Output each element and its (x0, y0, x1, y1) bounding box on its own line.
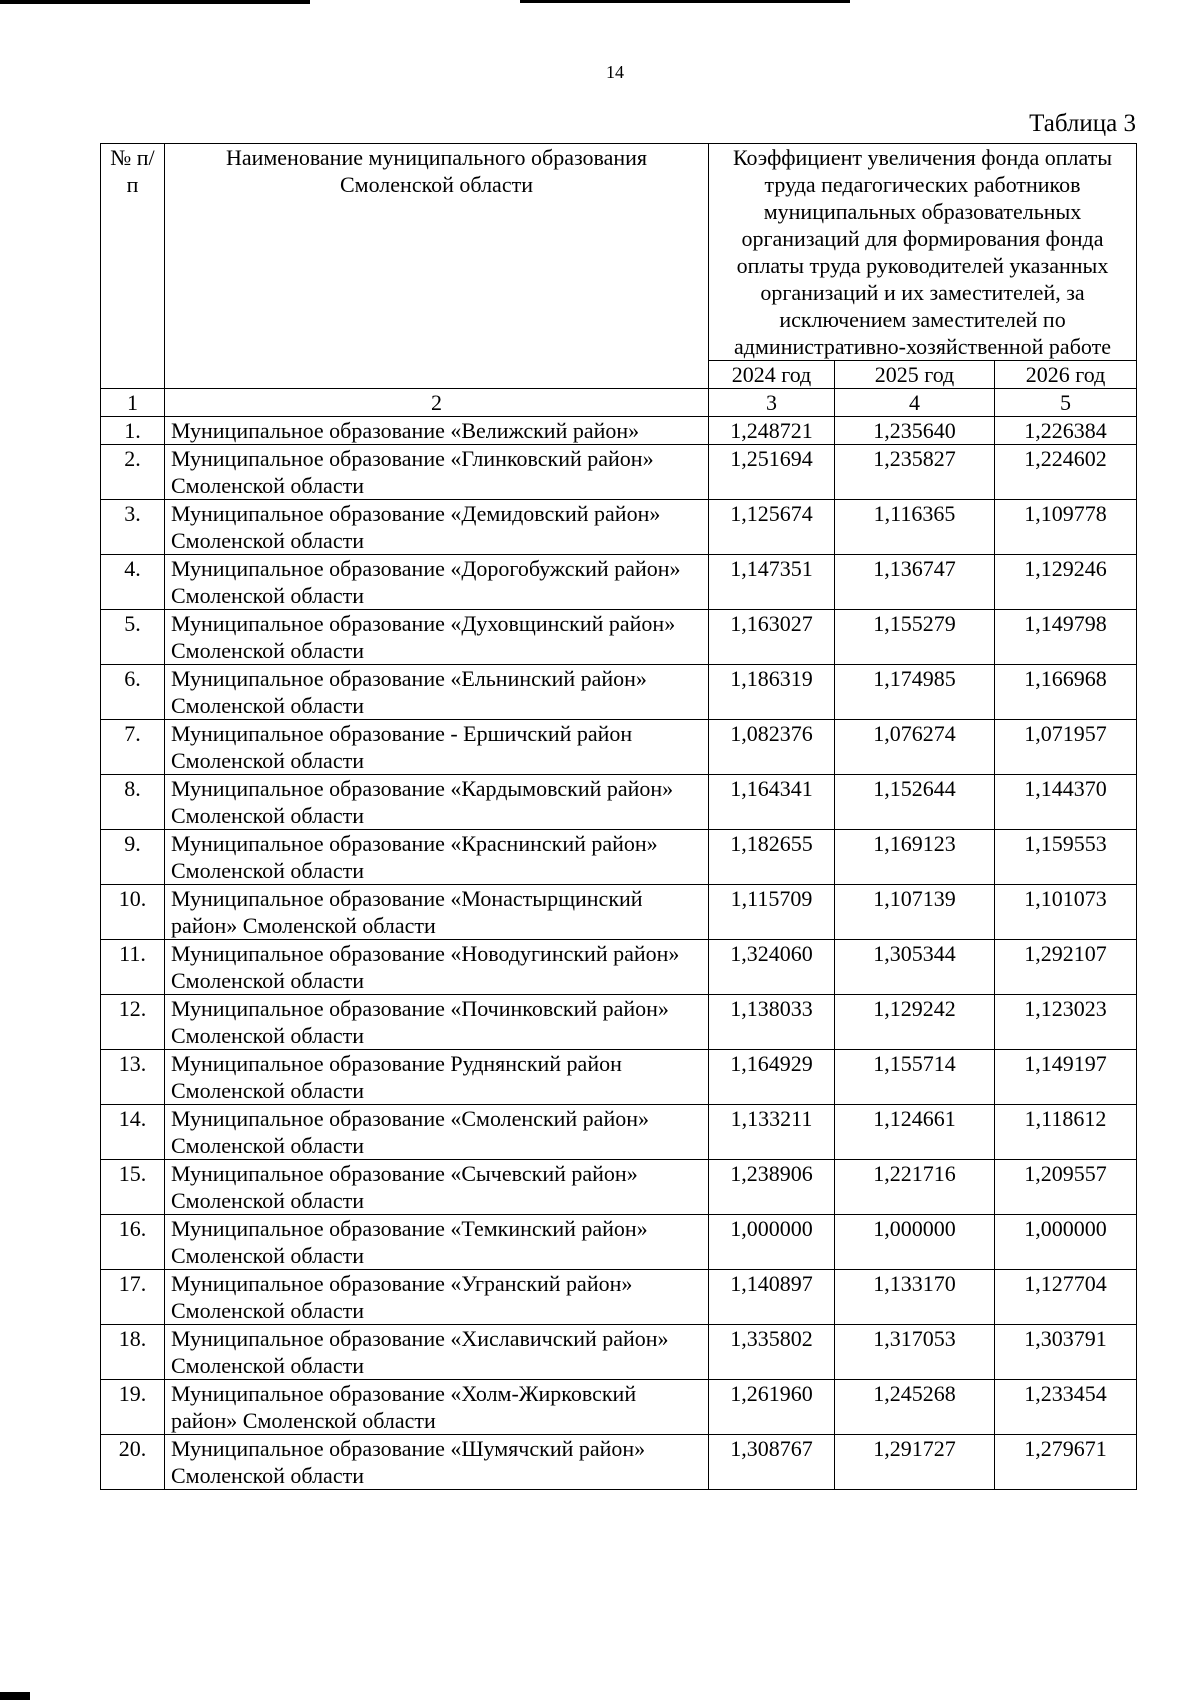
municipality-name: Муниципальное образование «Ельнинский район» Смоленской области (165, 665, 709, 720)
coefficient-2024: 1,186319 (709, 665, 835, 720)
coefficient-2024: 1,140897 (709, 1270, 835, 1325)
row-number: 15. (101, 1160, 165, 1215)
table-caption: Таблица 3 (1029, 110, 1136, 137)
row-number: 7. (101, 720, 165, 775)
coefficient-2026: 1,109778 (995, 500, 1137, 555)
table-row (101, 500, 1137, 555)
row-number: 12. (101, 995, 165, 1050)
page-number: 14 (606, 62, 624, 82)
coefficient-2025: 1,133170 (835, 1270, 995, 1325)
coefficient-2025: 1,305344 (835, 940, 995, 995)
coefficient-2024: 1,308767 (709, 1435, 835, 1490)
coefficient-2024: 1,082376 (709, 720, 835, 775)
municipality-name: Муниципальное образование Руднянский район Смоленской области (165, 1050, 709, 1105)
coefficient-2024: 1,248721 (709, 417, 835, 445)
table-row (101, 1435, 1137, 1490)
municipality-name: Муниципальное образование «Сычевский район» Смоленской области (165, 1160, 709, 1215)
scan-edge-mark (0, 1692, 30, 1700)
header-year-2026: 2026 год (995, 361, 1137, 389)
row-number: 3. (101, 500, 165, 555)
header-coefficient: Коэффициент увеличения фонда оплаты труда педагогических работников муниципальных образовательных организаций для формирования фонда оплаты труда руководителей указанных организаций и их заместителей, за исключением заместителей по административно-хозяйственной работе (709, 144, 1137, 361)
municipality-name: Муниципальное образование «Глинковский район» Смоленской области (165, 445, 709, 500)
table-row (101, 417, 1137, 445)
table-body (101, 417, 1137, 1490)
coefficient-2025: 1,116365 (835, 500, 995, 555)
coefficient-2024: 1,238906 (709, 1160, 835, 1215)
coefficient-2025: 1,291727 (835, 1435, 995, 1490)
row-number: 2. (101, 445, 165, 500)
municipality-name: Муниципальное образование «Холм-Жирковский район» Смоленской области (165, 1380, 709, 1435)
coefficient-2025: 1,235640 (835, 417, 995, 445)
table-row (101, 1105, 1137, 1160)
row-number: 18. (101, 1325, 165, 1380)
row-number: 8. (101, 775, 165, 830)
row-number: 16. (101, 1215, 165, 1270)
row-number: 6. (101, 665, 165, 720)
column-index: 5 (995, 389, 1137, 417)
row-number: 1. (101, 417, 165, 445)
row-number: 9. (101, 830, 165, 885)
municipality-name: Муниципальное образование «Смоленский район» Смоленской области (165, 1105, 709, 1160)
coefficient-2026: 1,159553 (995, 830, 1137, 885)
table-row (101, 1270, 1137, 1325)
coefficient-2026: 1,101073 (995, 885, 1137, 940)
table-row (101, 940, 1137, 995)
coefficient-2026: 1,279671 (995, 1435, 1137, 1490)
table-row (101, 720, 1137, 775)
coefficient-2025: 1,169123 (835, 830, 995, 885)
municipality-name: Муниципальное образование «Починковский район» Смоленской области (165, 995, 709, 1050)
coefficient-2025: 1,107139 (835, 885, 995, 940)
column-index: 2 (165, 389, 709, 417)
table-row (101, 610, 1137, 665)
coefficient-2025: 1,155714 (835, 1050, 995, 1105)
coefficient-2026: 1,166968 (995, 665, 1137, 720)
coefficient-2025: 1,174985 (835, 665, 995, 720)
municipality-name: Муниципальное образование «Новодугинский район» Смоленской области (165, 940, 709, 995)
municipality-name: Муниципальное образование «Хиславичский район» Смоленской области (165, 1325, 709, 1380)
coefficient-2025: 1,152644 (835, 775, 995, 830)
table-row (101, 775, 1137, 830)
coefficient-2024: 1,138033 (709, 995, 835, 1050)
header-name: Наименование муниципального образования Смоленской области (165, 144, 709, 389)
column-index: 1 (101, 389, 165, 417)
row-number: 4. (101, 555, 165, 610)
coefficient-2024: 1,182655 (709, 830, 835, 885)
scan-edge-mark (0, 0, 310, 4)
coefficient-2026: 1,129246 (995, 555, 1137, 610)
coefficient-2026: 1,123023 (995, 995, 1137, 1050)
table-row (101, 1160, 1137, 1215)
table-row (101, 830, 1137, 885)
coefficient-2024: 1,251694 (709, 445, 835, 500)
coefficient-2025: 1,317053 (835, 1325, 995, 1380)
coefficient-2026: 1,071957 (995, 720, 1137, 775)
column-index: 4 (835, 389, 995, 417)
coefficient-2025: 1,136747 (835, 555, 995, 610)
scan-edge-mark (520, 0, 850, 3)
coefficient-2024: 1,133211 (709, 1105, 835, 1160)
table-row (101, 1215, 1137, 1270)
municipality-name: Муниципальное образование «Угранский район» Смоленской области (165, 1270, 709, 1325)
row-number: 14. (101, 1105, 165, 1160)
coefficient-2026: 1,127704 (995, 1270, 1137, 1325)
municipality-name: Муниципальное образование «Духовщинский район» Смоленской области (165, 610, 709, 665)
coefficient-2025: 1,235827 (835, 445, 995, 500)
municipality-name: Муниципальное образование «Велижский район» (165, 417, 709, 445)
header-number: № п/п (101, 144, 165, 389)
coefficient-2026: 1,000000 (995, 1215, 1137, 1270)
table-index-row (101, 389, 1137, 417)
coefficient-2026: 1,292107 (995, 940, 1137, 995)
coefficient-2024: 1,115709 (709, 885, 835, 940)
coefficient-2026: 1,233454 (995, 1380, 1137, 1435)
header-year-2024: 2024 год (709, 361, 835, 389)
header-year-2025: 2025 год (835, 361, 995, 389)
row-number: 17. (101, 1270, 165, 1325)
row-number: 19. (101, 1380, 165, 1435)
row-number: 11. (101, 940, 165, 995)
coefficient-table (100, 143, 1137, 1490)
table-row (101, 885, 1137, 940)
coefficient-2025: 1,000000 (835, 1215, 995, 1270)
table-row (101, 665, 1137, 720)
row-number: 20. (101, 1435, 165, 1490)
coefficient-2025: 1,155279 (835, 610, 995, 665)
coefficient-2026: 1,118612 (995, 1105, 1137, 1160)
coefficient-2026: 1,149197 (995, 1050, 1137, 1105)
table-header-row (101, 144, 1137, 361)
municipality-name: Муниципальное образование - Ершичский район Смоленской области (165, 720, 709, 775)
table-row (101, 445, 1137, 500)
table-row (101, 1380, 1137, 1435)
coefficient-2025: 1,245268 (835, 1380, 995, 1435)
coefficient-2024: 1,163027 (709, 610, 835, 665)
municipality-name: Муниципальное образование «Шумячский район» Смоленской области (165, 1435, 709, 1490)
coefficient-2024: 1,335802 (709, 1325, 835, 1380)
coefficient-2026: 1,144370 (995, 775, 1137, 830)
table-row (101, 995, 1137, 1050)
municipality-name: Муниципальное образование «Дорогобужский район» Смоленской области (165, 555, 709, 610)
coefficient-2026: 1,149798 (995, 610, 1137, 665)
coefficient-2024: 1,125674 (709, 500, 835, 555)
coefficient-2025: 1,124661 (835, 1105, 995, 1160)
row-number: 13. (101, 1050, 165, 1105)
coefficient-2025: 1,129242 (835, 995, 995, 1050)
coefficient-2026: 1,224602 (995, 445, 1137, 500)
coefficient-2025: 1,221716 (835, 1160, 995, 1215)
coefficient-2026: 1,209557 (995, 1160, 1137, 1215)
coefficient-2024: 1,147351 (709, 555, 835, 610)
coefficient-2026: 1,303791 (995, 1325, 1137, 1380)
table-row (101, 555, 1137, 610)
coefficient-2025: 1,076274 (835, 720, 995, 775)
coefficient-2026: 1,226384 (995, 417, 1137, 445)
municipality-name: Муниципальное образование «Темкинский район» Смоленской области (165, 1215, 709, 1270)
coefficient-2024: 1,164929 (709, 1050, 835, 1105)
municipality-name: Муниципальное образование «Кардымовский район» Смоленской области (165, 775, 709, 830)
table-row (101, 1325, 1137, 1380)
table-row (101, 1050, 1137, 1105)
row-number: 10. (101, 885, 165, 940)
coefficient-2024: 1,324060 (709, 940, 835, 995)
coefficient-2024: 1,164341 (709, 775, 835, 830)
municipality-name: Муниципальное образование «Демидовский район» Смоленской области (165, 500, 709, 555)
row-number: 5. (101, 610, 165, 665)
coefficient-2024: 1,261960 (709, 1380, 835, 1435)
municipality-name: Муниципальное образование «Монастырщинский район» Смоленской области (165, 885, 709, 940)
municipality-name: Муниципальное образование «Краснинский район» Смоленской области (165, 830, 709, 885)
coefficient-2024: 1,000000 (709, 1215, 835, 1270)
column-index: 3 (709, 389, 835, 417)
